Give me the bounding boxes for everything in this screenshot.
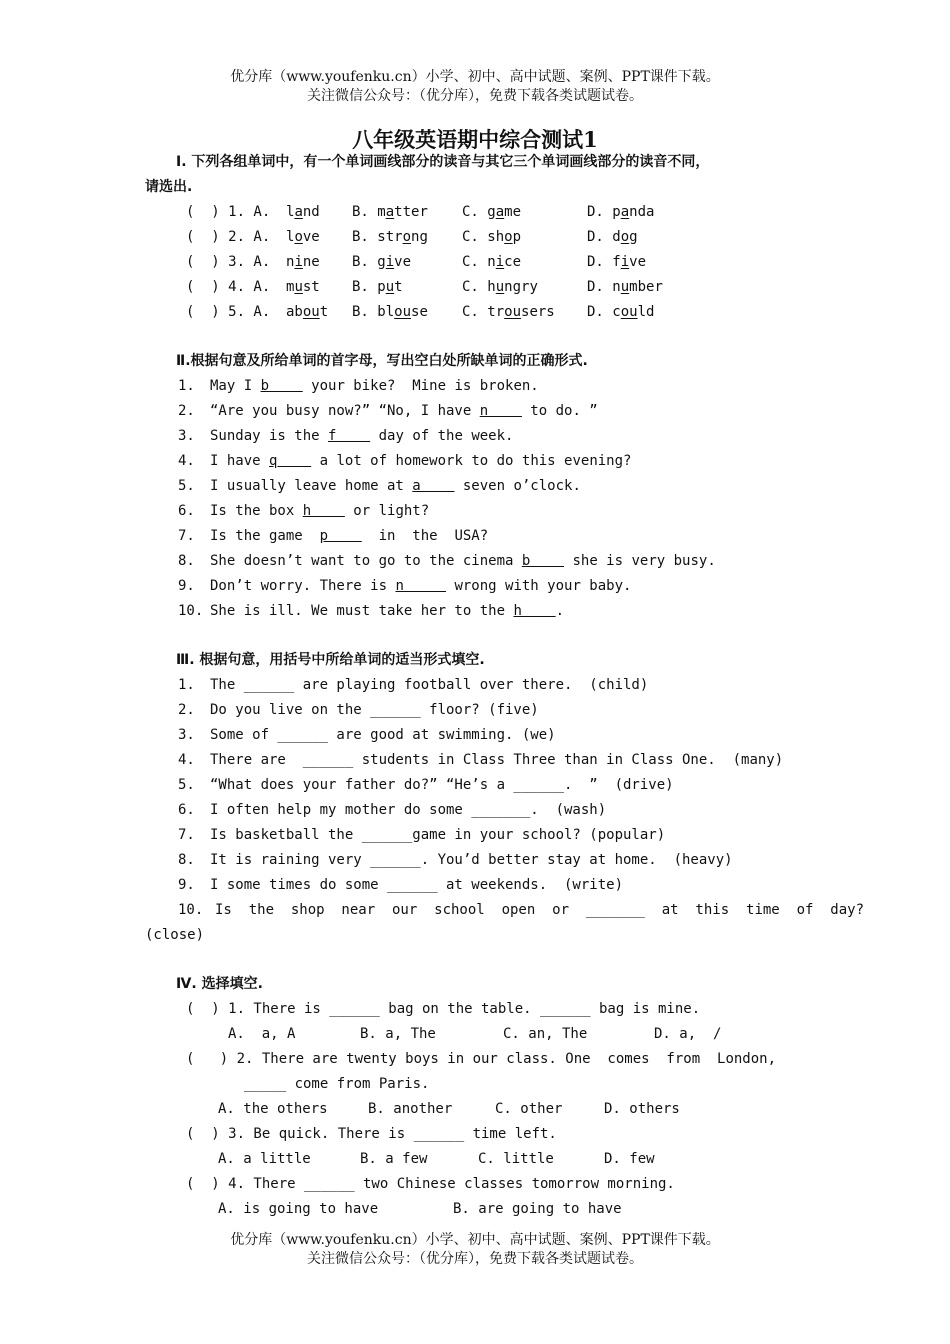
option-word-part: d [612, 229, 621, 245]
option-word-part: mber [629, 279, 663, 295]
option-word-part: tr [487, 304, 505, 320]
option-word-underlined: i [385, 254, 395, 270]
option-word-part: nd [302, 204, 320, 220]
section3-item-number: 5. [178, 777, 195, 793]
option-word-part: g [487, 204, 496, 220]
section2-item-text [210, 602, 564, 620]
section1-option-d [587, 228, 638, 246]
item-pre: May I [210, 378, 261, 394]
section1-row-number: ( ) 2. A. [186, 229, 271, 245]
option-word-part: ld [637, 304, 655, 320]
section4-heading: Ⅳ. 选择填空. [176, 976, 263, 992]
section3-item-text: Is basketball the ______game in your school? (popular) [210, 827, 666, 843]
section2-item-text [210, 402, 598, 420]
item-post: day of the week. [370, 428, 514, 444]
item-post: wrong with your baby. [446, 578, 632, 594]
item-post: . [555, 603, 565, 619]
item-post: or light? [344, 503, 430, 519]
option-word-underlined: i [620, 254, 630, 270]
section2-item-number: 2. [178, 403, 195, 419]
section2-item-text [210, 577, 631, 595]
section1-option-a [286, 278, 320, 296]
option-word-part: ngry [504, 279, 538, 295]
option-word-part: ab [286, 304, 303, 320]
section3-item-text: It is raining very ______. You’d better stay at home. (heavy) [210, 852, 733, 868]
option-word-underlined: u [620, 279, 630, 295]
q2-option-c: C. other [495, 1101, 563, 1117]
option-word-part: n [487, 254, 496, 270]
option-word [487, 254, 521, 270]
section1-option-b [352, 203, 428, 221]
option-word [377, 229, 428, 245]
q4-stem: ( ) 4. There ______ two Chinese classes tomorrow morning. [186, 1176, 675, 1192]
item-pre: “Are you busy now?” “No, I have [210, 403, 480, 419]
section1-heading: I. 下列各组单词中，有一个单词画线部分的读音与其它三个单词画线部分的读音不同， [176, 154, 710, 170]
item-post: seven o’clock. [454, 478, 581, 494]
item-pre: Don’t worry. There is [210, 578, 396, 594]
q1-stem: ( ) 1. There is ______ bag on the table. ______ bag is mine. [186, 1001, 701, 1017]
item-post: to do. ” [521, 403, 598, 419]
option-word [612, 279, 663, 295]
section2-item-number: 5. [178, 478, 195, 494]
section1-option-d [587, 278, 663, 296]
blank-hint: n [395, 578, 447, 594]
section1-row-number: ( ) 4. A. [186, 279, 271, 295]
option-label: C. [462, 254, 479, 270]
q2-option-b: B. another [368, 1101, 453, 1117]
item-pre: Is the game [210, 528, 320, 544]
section3-item-text: I some times do some ______ at weekends. (write) [210, 877, 624, 893]
section1-option-a [286, 203, 320, 221]
option-word-part: f [612, 254, 621, 270]
q3-option-b: B. a few [360, 1151, 428, 1167]
section2-item-text [210, 502, 429, 520]
option-word-part: sh [487, 229, 505, 245]
option-word [377, 254, 411, 270]
option-word-part: st [302, 279, 320, 295]
section2-item-text [210, 552, 716, 570]
section3-item-number: 4. [178, 752, 195, 768]
section2-item-text [210, 477, 581, 495]
option-word-underlined: o [402, 229, 412, 245]
option-word-part: l [286, 204, 295, 220]
option-word [612, 254, 646, 270]
option-word-part: l [286, 229, 295, 245]
q1-option-b: B. a, The [360, 1026, 436, 1042]
option-word [286, 204, 320, 220]
section3-heading: Ⅲ. 根据句意，用括号中所给单词的适当形式填空. [176, 652, 485, 668]
section3-item-number: 7. [178, 827, 195, 843]
header-line-1: 优分库（www.youfenku.cn）小学、初中、高中试题、案例、PPT课件下载。 [230, 69, 720, 85]
option-label: B. [352, 204, 369, 220]
item-pre: She doesn’t want to go to the cinema [210, 553, 522, 569]
item-post: your bike? Mine is broken. [302, 378, 539, 394]
section1-option-b [352, 253, 411, 271]
q3-option-d: D. few [604, 1151, 655, 1167]
section2-item-text [210, 377, 539, 395]
item-post: she is very busy. [564, 553, 716, 569]
section1-option-b [352, 278, 403, 296]
q4-option-a: A. is going to have [218, 1201, 379, 1217]
item-pre: Is the box [210, 503, 303, 519]
option-word-part: ve [394, 254, 412, 270]
option-word-underlined: u [385, 279, 395, 295]
section1-option-a [286, 228, 320, 246]
option-label: D. [587, 279, 604, 295]
section1-row-number: ( ) 5. A. [186, 304, 271, 320]
blank-hint: p [319, 528, 362, 544]
option-label: B. [352, 254, 369, 270]
section3-item-number: 10. [178, 902, 204, 918]
blank-hint: n [479, 403, 522, 419]
option-word [286, 279, 320, 295]
option-word-underlined: o [620, 229, 630, 245]
header-line-2: 关注微信公众号：（优分库），免费下载各类试题试卷。 [307, 88, 643, 104]
option-word-part: tter [394, 204, 428, 220]
option-word [612, 204, 654, 220]
section2-item-number: 9. [178, 578, 195, 594]
section2-item-number: 1. [178, 378, 195, 394]
section1-option-d [587, 203, 654, 221]
option-word [286, 229, 320, 245]
option-word [487, 204, 521, 220]
option-word-part: ve [302, 229, 320, 245]
option-label: B. [352, 279, 369, 295]
section2-item-text [210, 427, 513, 445]
option-label: B. [352, 229, 369, 245]
section3-item-text: Do you live on the ______ floor? (five) [210, 702, 539, 718]
option-label: D. [587, 304, 604, 320]
option-word-part: n [612, 279, 621, 295]
section3-item-number: 3. [178, 727, 195, 743]
q4-option-b: B. are going to have [453, 1201, 622, 1217]
option-word-part: c [612, 304, 621, 320]
section1-option-d [587, 253, 646, 271]
item-post: a lot of homework to do this evening? [311, 453, 632, 469]
section1-heading-cont: 请选出. [145, 179, 193, 195]
section1-option-a [286, 303, 328, 321]
q3-option-a: A. a little [218, 1151, 311, 1167]
section1-option-c [462, 228, 521, 246]
section3-item-number: 1. [178, 677, 195, 693]
q2-stem-cont: _____ come from Paris. [244, 1076, 430, 1092]
option-word-part: ng [411, 229, 428, 245]
section3-item-text: I often help my mother do some _______. (wash) [210, 802, 607, 818]
section3-item-text: “What does your father do?” “He’s a ______. ” (drive) [210, 777, 674, 793]
option-word [612, 229, 637, 245]
section1-option-d [587, 303, 654, 321]
option-label: C. [462, 279, 479, 295]
option-word-underlined: o [504, 229, 513, 245]
q1-option-c: C. an, The [503, 1026, 588, 1042]
option-word-part: se [411, 304, 428, 320]
option-word-underlined: ou [620, 304, 638, 320]
section1-option-c [462, 253, 521, 271]
option-label: D. [587, 229, 604, 245]
option-word [377, 304, 428, 320]
section3-item-text: Is the shop near our school open or _______ at this time of day? [215, 902, 865, 918]
option-label: D. [587, 254, 604, 270]
option-word-underlined: ou [394, 304, 412, 320]
section2-item-number: 6. [178, 503, 195, 519]
blank-hint: b [521, 553, 565, 569]
option-word [286, 304, 328, 320]
item-pre: She is ill. We must take her to the [210, 603, 514, 619]
option-word [377, 204, 428, 220]
option-word-part: g [629, 229, 638, 245]
section3-item-text: The ______ are playing football over there. (child) [210, 677, 649, 693]
section3-item-text: (close) [145, 927, 205, 943]
q2-stem: ( ) 2. There are twenty boys in our class. One comes from London, [186, 1051, 777, 1067]
option-word-underlined: a [620, 204, 630, 220]
option-word-underlined: u [294, 279, 303, 295]
blank-hint: b [260, 378, 303, 394]
footer-line-1: 优分库（www.youfenku.cn）小学、初中、高中试题、案例、PPT课件下载。 [230, 1232, 720, 1248]
option-word-underlined: i [294, 254, 303, 270]
footer-line-2: 关注微信公众号：（优分库），免费下载各类试题试卷。 [307, 1251, 643, 1267]
option-word-part: m [377, 204, 386, 220]
option-label: C. [462, 229, 479, 245]
option-word-part: n [286, 254, 295, 270]
option-word-part: m [286, 279, 295, 295]
blank-hint: f [328, 428, 371, 444]
section2-item-number: 3. [178, 428, 195, 444]
q3-stem: ( ) 3. Be quick. There is ______ time left. [186, 1126, 557, 1142]
option-word-part: ce [504, 254, 522, 270]
option-word-underlined: ou [504, 304, 522, 320]
section3-item-number: 9. [178, 877, 195, 893]
item-pre: Sunday is the [210, 428, 329, 444]
option-word-part: p [512, 229, 522, 245]
option-word-underlined: a [495, 204, 505, 220]
option-word-underlined: i [495, 254, 505, 270]
blank-hint: h [513, 603, 556, 619]
section1-option-b [352, 228, 428, 246]
option-word [487, 229, 521, 245]
option-word-underlined: a [385, 204, 395, 220]
section3-item-number: 2. [178, 702, 195, 718]
option-label: C. [462, 304, 479, 320]
blank-hint: h [302, 503, 345, 519]
option-word-part: p [612, 204, 621, 220]
section1-option-c [462, 278, 538, 296]
section1-option-b [352, 303, 428, 321]
q1-option-a: A. a, A [228, 1026, 296, 1042]
section1-row-number: ( ) 1. A. [186, 204, 271, 220]
option-word [487, 304, 554, 320]
section2-item-number: 4. [178, 453, 195, 469]
option-label: D. [587, 204, 604, 220]
item-pre: I have [210, 453, 270, 469]
q1-option-d: D. a, / [654, 1026, 722, 1042]
section1-option-a [286, 253, 320, 271]
option-word [377, 279, 402, 295]
option-word-part: ve [629, 254, 647, 270]
q2-option-a: A. the others [218, 1101, 328, 1117]
option-word-part: h [487, 279, 496, 295]
option-word-part: nda [629, 204, 655, 220]
item-post: in the USA? [361, 528, 489, 544]
section2-item-number: 7. [178, 528, 195, 544]
section2-item-number: 10. [178, 603, 204, 619]
option-word-part: bl [377, 304, 395, 320]
option-word-part: g [377, 254, 386, 270]
option-word-underlined: u [495, 279, 505, 295]
section1-option-c [462, 203, 521, 221]
option-label: B. [352, 304, 369, 320]
section3-item-number: 6. [178, 802, 195, 818]
option-word [286, 254, 320, 270]
option-word-underlined: ou [302, 304, 320, 320]
section2-item-text [210, 527, 488, 545]
option-word-part: p [377, 279, 386, 295]
section2-heading: Ⅱ.根据句意及所给单词的首字母，写出空白处所缺单词的正确形式. [176, 353, 588, 369]
item-pre: I usually leave home at [210, 478, 413, 494]
section2-item-text [210, 452, 631, 470]
section1-option-c [462, 303, 555, 321]
q2-option-d: D. others [604, 1101, 680, 1117]
section3-item-text: There are ______ students in Class Three than in Class One. (many) [210, 752, 784, 768]
option-word-part: sers [521, 304, 555, 320]
option-word-part: t [319, 304, 329, 320]
section1-row-number: ( ) 3. A. [186, 254, 271, 270]
option-word-part: ne [302, 254, 320, 270]
page-title: 八年级英语期中综合测试1 [352, 127, 598, 152]
section3-item-number: 8. [178, 852, 195, 868]
option-word-part: t [394, 279, 403, 295]
option-word-underlined: a [294, 204, 303, 220]
blank-hint: a [412, 478, 455, 494]
section3-item-text: Some of ______ are good at swimming. (we) [210, 727, 556, 743]
blank-hint: q [269, 453, 312, 469]
option-word-part: me [504, 204, 522, 220]
option-word [487, 279, 538, 295]
section2-item-number: 8. [178, 553, 195, 569]
q3-option-c: C. little [478, 1151, 554, 1167]
option-word [612, 304, 654, 320]
option-word-part: str [377, 229, 403, 245]
option-label: C. [462, 204, 479, 220]
option-word-underlined: o [294, 229, 303, 245]
